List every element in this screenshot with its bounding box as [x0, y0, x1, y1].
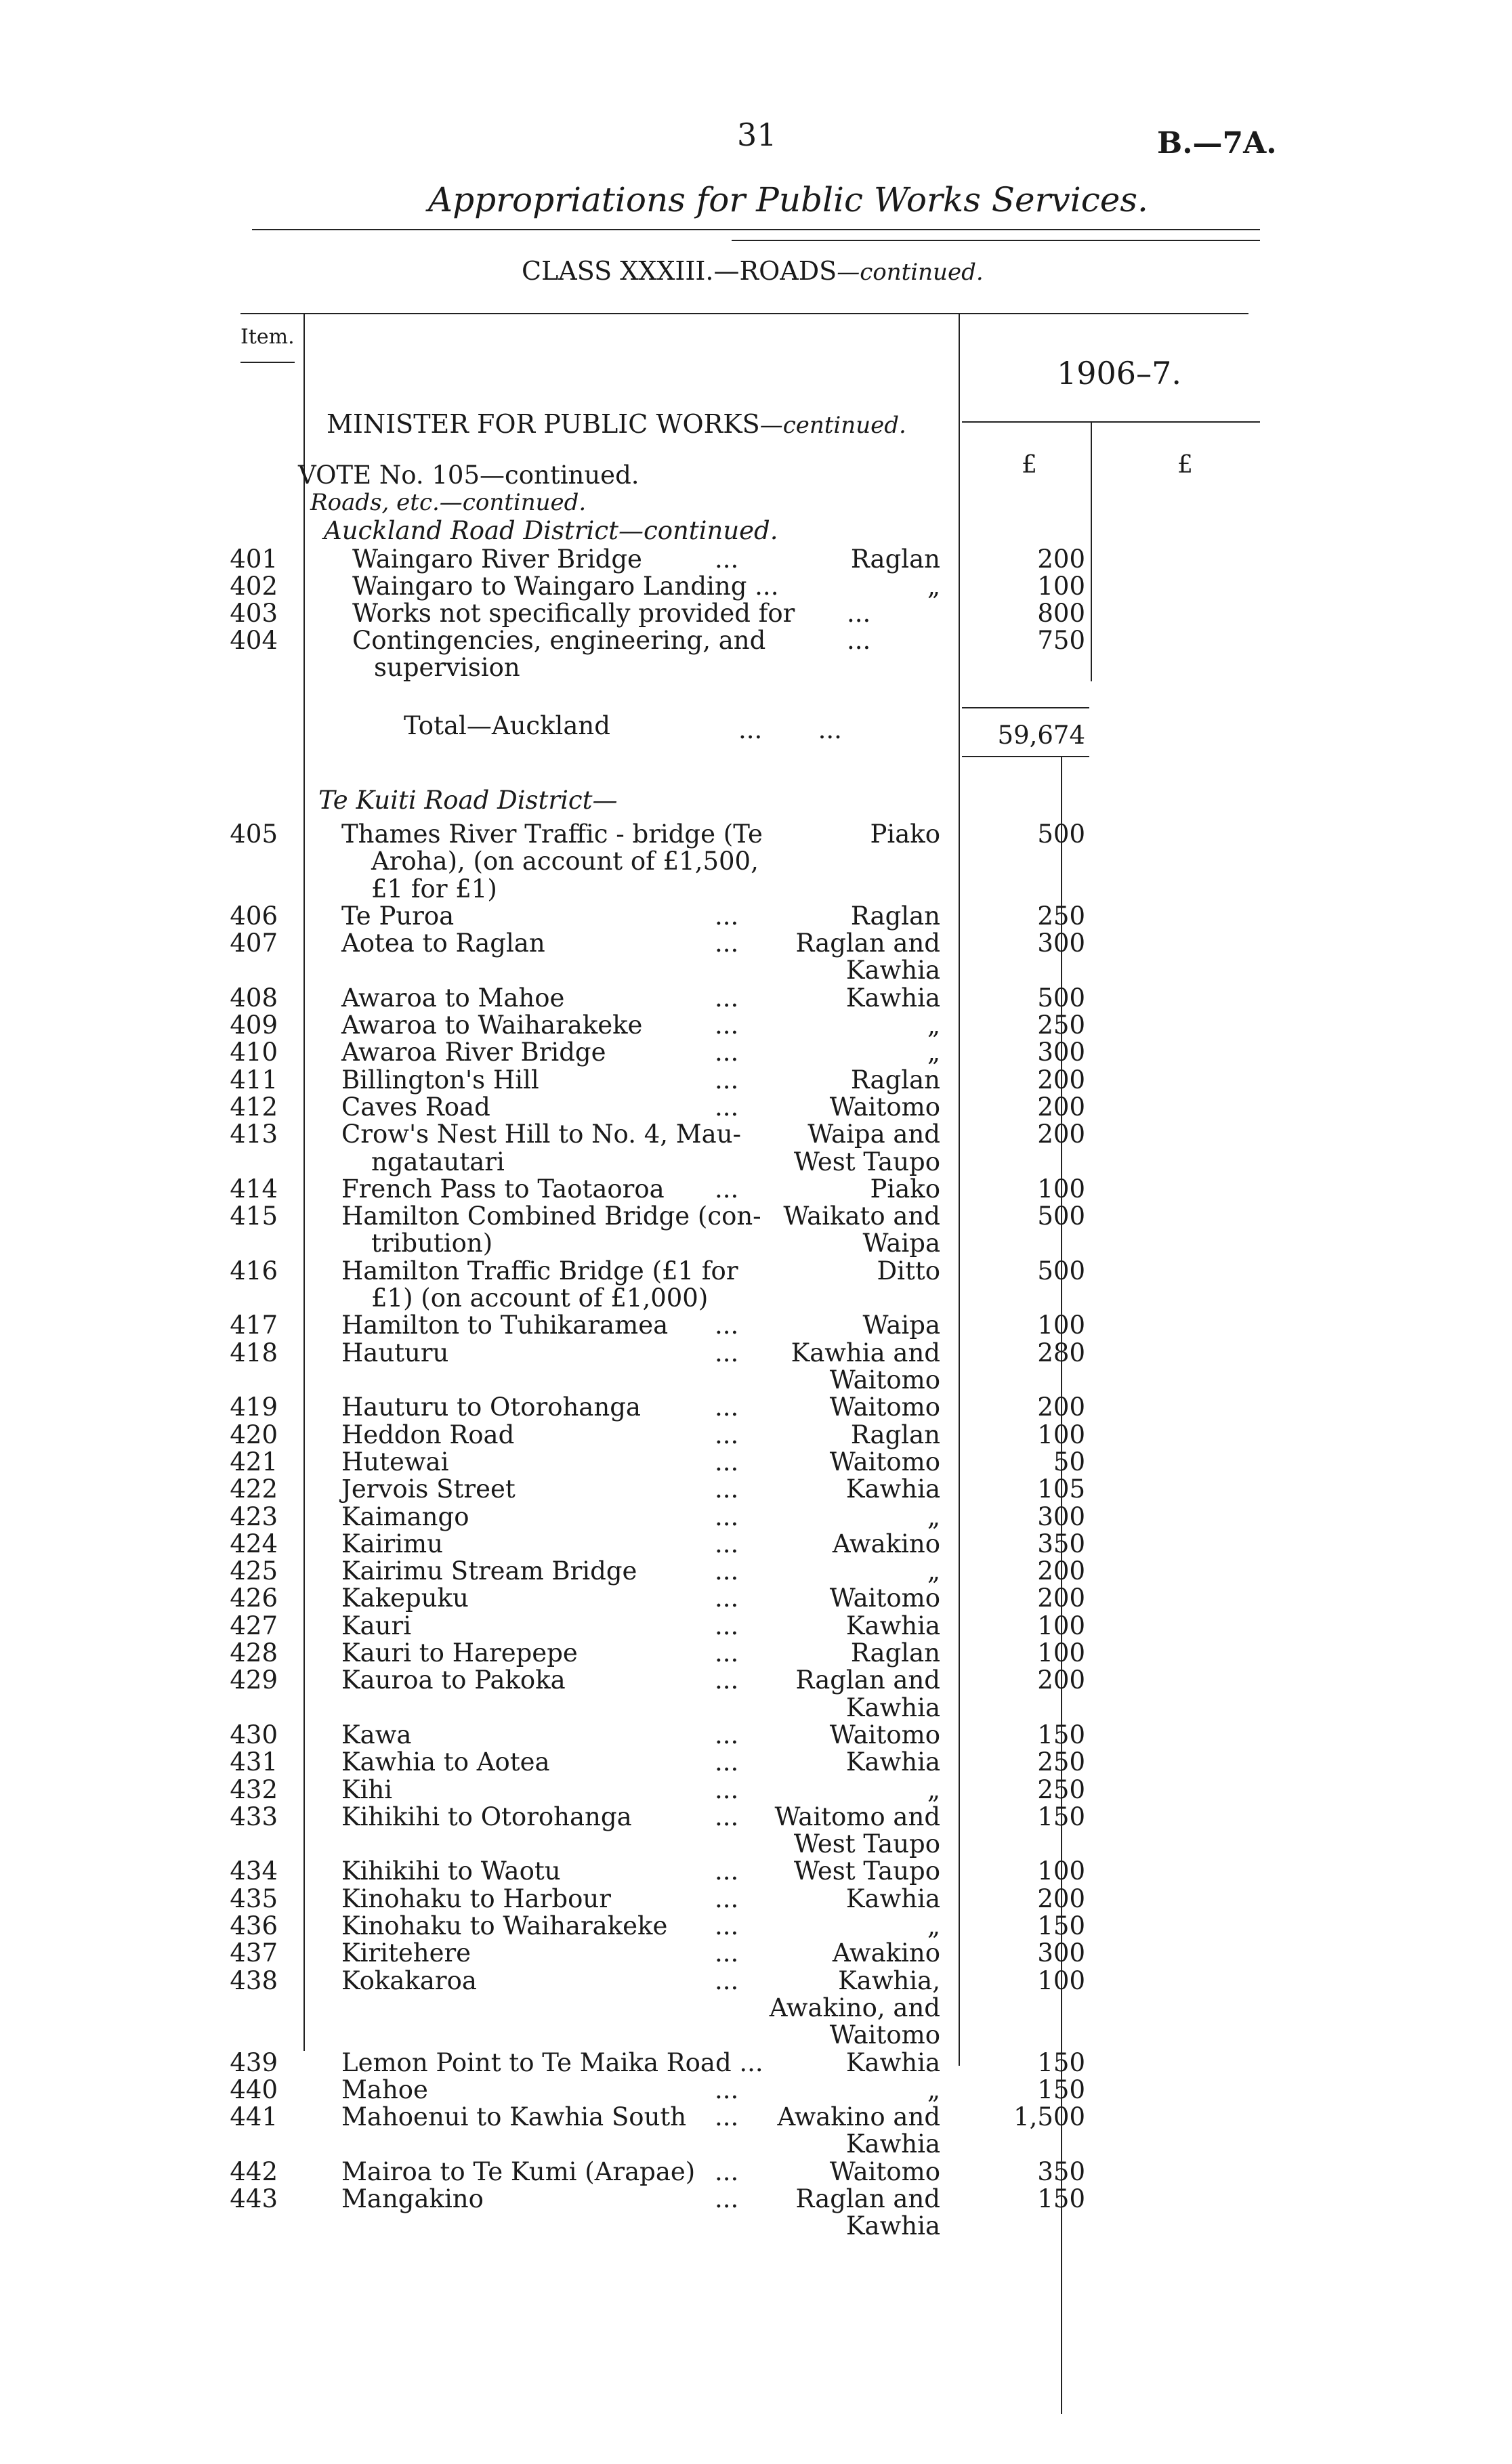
electorate: „ — [927, 1775, 940, 1804]
table-row — [0, 1858, 1512, 1885]
table-row — [0, 1585, 1512, 1612]
electorate: Kawhia — [845, 956, 940, 985]
currency-column-1: £ — [1022, 451, 1037, 479]
item-number: 420 — [230, 1420, 278, 1449]
table-row — [0, 2186, 1512, 2213]
leader-dots: ... — [715, 1338, 739, 1367]
table-row — [0, 1722, 1512, 1749]
item-description: Kawa — [341, 1720, 412, 1749]
amount: 100 — [1037, 1966, 1085, 1995]
table-row — [0, 1640, 1512, 1667]
item-description: Aotea to Raglan — [341, 929, 545, 958]
amount: 100 — [1037, 1420, 1085, 1449]
item-description: Awaroa to Mahoe — [341, 983, 565, 1013]
leader-dots: ... — [715, 1884, 739, 1913]
amount: 200 — [1037, 1556, 1085, 1586]
item-description: Jervois Street — [341, 1474, 516, 1504]
item-description: Billington's Hill — [341, 1065, 539, 1095]
table-row — [0, 1913, 1512, 1940]
table-row — [0, 1094, 1512, 1121]
table-row — [0, 1531, 1512, 1558]
table-row — [0, 1258, 1512, 1285]
leader-dots: ... — [715, 1393, 739, 1422]
electorate: Waitomo — [829, 1365, 940, 1395]
item-number: 414 — [230, 1174, 278, 1204]
table-row — [0, 1449, 1512, 1476]
item-description: Kawhia to Aotea — [341, 1747, 550, 1777]
amount: 105 — [1037, 1474, 1085, 1504]
table-row — [0, 1804, 1512, 1831]
item-description: £1 for £1) — [371, 874, 497, 904]
table-row — [0, 1831, 1512, 1858]
item-number: 434 — [230, 1856, 278, 1886]
electorate: Raglan — [850, 1065, 940, 1095]
electorate: Piako — [870, 1174, 940, 1204]
item-description: Awaroa River Bridge — [341, 1038, 606, 1067]
table-top-rule — [240, 313, 1248, 314]
leader-dots: ... — [715, 1966, 739, 1995]
amount: 500 — [1037, 1256, 1085, 1286]
electorate: West Taupo — [793, 1856, 940, 1886]
total-dots: ... ... — [738, 715, 842, 744]
table-row — [0, 985, 1512, 1012]
table-row — [0, 1067, 1512, 1094]
table-row — [0, 1176, 1512, 1203]
item-number: 418 — [230, 1338, 278, 1367]
table-row: 404 Contingencies, engineering, and ... 750 — [230, 626, 1085, 655]
electorate: Ditto — [877, 1256, 940, 1286]
electorate: Kawhia — [845, 2129, 940, 2159]
leader-dots: ... — [715, 1311, 739, 1340]
item-description: Kihi — [341, 1775, 393, 1804]
table-row — [0, 1940, 1512, 1967]
item-number: 441 — [230, 2102, 278, 2131]
item-description: Lemon Point to Te Maika Road ... — [341, 2048, 763, 2077]
leader-dots: ... — [715, 983, 739, 1013]
amount: 200 — [1037, 1065, 1085, 1095]
amount: 500 — [1037, 820, 1085, 849]
item-number: 435 — [230, 1884, 278, 1913]
leader-dots: ... — [715, 1011, 739, 1040]
leader-dots: ... — [715, 1474, 739, 1504]
electorate: Kawhia and — [791, 1338, 940, 1367]
electorate: Raglan — [850, 1420, 940, 1449]
auckland-district-heading: Auckland Road District—continued. — [324, 516, 778, 545]
table-row — [0, 2022, 1512, 2049]
table-row — [0, 1121, 1512, 1148]
table-row — [0, 1230, 1512, 1257]
item-description: Hauturu — [341, 1338, 449, 1367]
table-row — [0, 1149, 1512, 1176]
leader-dots: ... — [715, 1584, 739, 1613]
electorate: Waitomo — [829, 2020, 940, 2049]
electorate: Waipa — [862, 1311, 940, 1340]
table-row — [0, 1613, 1512, 1640]
item-header-rule — [240, 362, 295, 363]
item-number: 410 — [230, 1038, 278, 1067]
amount: 50 — [1053, 1447, 1085, 1477]
amount: 300 — [1037, 1938, 1085, 1968]
table-row — [0, 2077, 1512, 2104]
electorate: Waitomo — [829, 1092, 940, 1122]
amount: 200 — [1037, 1120, 1085, 1149]
electorate: Kawhia — [845, 1611, 940, 1640]
electorate: Piako — [870, 820, 940, 849]
table-row — [0, 1285, 1512, 1312]
leader-dots: ... — [715, 1092, 739, 1122]
item-number: 439 — [230, 2048, 278, 2077]
item-description: Kairimu — [341, 1529, 443, 1558]
table-row: 401 Waingaro River Bridge ... Raglan 200 — [230, 545, 1085, 574]
amount: 150 — [1037, 1802, 1085, 1831]
electorate: Waikato and — [783, 1202, 940, 1231]
total-bottom-rule — [962, 756, 1089, 757]
amount: 250 — [1037, 1775, 1085, 1804]
amount: 200 — [1037, 1665, 1085, 1695]
table-row — [0, 1667, 1512, 1694]
electorate: „ — [927, 1502, 940, 1531]
electorate: Raglan — [850, 901, 940, 931]
electorate: Waitomo — [829, 1447, 940, 1477]
table-row — [0, 2049, 1512, 2077]
item-description: £1) (on account of £1,000) — [371, 1283, 709, 1313]
item-number: 406 — [230, 901, 278, 931]
electorate: Waipa and — [807, 1120, 940, 1149]
item-description: Kihikihi to Otorohanga — [341, 1802, 632, 1831]
page-title: Appropriations for Public Works Services. — [428, 180, 1148, 219]
amount: 300 — [1037, 1502, 1085, 1531]
table-row — [0, 1012, 1512, 1039]
item-description: Hamilton Combined Bridge (con- — [341, 1202, 761, 1231]
amount: 100 — [1037, 1638, 1085, 1668]
leader-dots: ... — [715, 1938, 739, 1968]
amount: 100 — [1037, 1856, 1085, 1886]
leader-dots: ... — [715, 929, 739, 958]
title-rule — [252, 229, 1260, 230]
amount: 500 — [1037, 1202, 1085, 1231]
table-row — [0, 1039, 1512, 1066]
table-row — [0, 821, 1512, 848]
electorate: „ — [927, 1911, 940, 1940]
table-row — [0, 1394, 1512, 1421]
electorate: „ — [927, 2075, 940, 2104]
leader-dots: ... — [715, 1529, 739, 1558]
item-description: Kairimu Stream Bridge — [341, 1556, 637, 1586]
electorate: Kawhia — [845, 1474, 940, 1504]
item-number: 419 — [230, 1393, 278, 1422]
item-number: 416 — [230, 1256, 278, 1286]
leader-dots: ... — [715, 1638, 739, 1668]
item-description: Mairoa to Te Kumi (Arapae) — [341, 2157, 696, 2186]
table-row — [0, 2104, 1512, 2131]
item-number: 415 — [230, 1202, 278, 1231]
table-row — [0, 1203, 1512, 1230]
item-number: 417 — [230, 1311, 278, 1340]
minister-heading: MINISTER FOR PUBLIC WORKS—centinued. — [327, 409, 906, 439]
item-description: Mahoenui to Kawhia South — [341, 2102, 687, 2131]
table-row — [0, 2159, 1512, 2186]
item-description: Hauturu to Otorohanga — [341, 1393, 641, 1422]
table-row: supervision — [374, 653, 520, 682]
item-number: 409 — [230, 1011, 278, 1040]
table-row — [0, 1886, 1512, 1913]
amount: 100 — [1037, 1174, 1085, 1204]
amount: 200 — [1037, 1092, 1085, 1122]
leader-dots: ... — [715, 1747, 739, 1777]
item-number: 426 — [230, 1584, 278, 1613]
title-rule-2 — [732, 240, 1260, 241]
item-description: tribution) — [371, 1229, 493, 1258]
leader-dots: ... — [715, 1502, 739, 1531]
item-number: 425 — [230, 1556, 278, 1586]
amount: 300 — [1037, 929, 1085, 958]
table-row — [0, 1749, 1512, 1776]
item-description: Crow's Nest Hill to No. 4, Mau- — [341, 1120, 742, 1149]
table-row — [0, 1968, 1512, 1995]
amount: 350 — [1037, 2157, 1085, 2186]
item-number: 443 — [230, 2184, 278, 2213]
year-rule — [962, 421, 1260, 423]
electorate: Waitomo — [829, 1720, 940, 1749]
item-number: 430 — [230, 1720, 278, 1749]
item-number: 437 — [230, 1938, 278, 1968]
amount: 300 — [1037, 1038, 1085, 1067]
table-row — [0, 1367, 1512, 1394]
amount: 100 — [1037, 1611, 1085, 1640]
leader-dots: ... — [715, 2075, 739, 2104]
item-number: 411 — [230, 1065, 278, 1095]
electorate: Waitomo and — [774, 1802, 940, 1831]
item-number: 412 — [230, 1092, 278, 1122]
electorate: „ — [927, 1556, 940, 1586]
item-number: 407 — [230, 929, 278, 958]
electorate: Kawhia — [845, 1884, 940, 1913]
item-description: Kiritehere — [341, 1938, 471, 1968]
amount: 200 — [1037, 1393, 1085, 1422]
electorate: Awakino and — [777, 2102, 940, 2131]
amount: 250 — [1037, 901, 1085, 931]
document-reference: B.—7A. — [1157, 126, 1277, 161]
electorate: Awakino — [832, 1938, 940, 1968]
currency-column-2: £ — [1177, 451, 1193, 479]
item-number: 408 — [230, 983, 278, 1013]
table-row — [0, 1995, 1512, 2022]
table-row — [0, 1312, 1512, 1339]
amount: 150 — [1037, 1911, 1085, 1940]
item-description: Kihikihi to Waotu — [341, 1856, 561, 1886]
item-description: Thames River Traffic - bridge (Te — [341, 820, 763, 849]
roads-subheading: Roads, etc.—continued. — [310, 489, 587, 516]
item-number: 433 — [230, 1802, 278, 1831]
amount: 200 — [1037, 1884, 1085, 1913]
electorate: Waitomo — [829, 2157, 940, 2186]
electorate: „ — [927, 1011, 940, 1040]
item-description: Kinohaku to Waiharakeke — [341, 1911, 668, 1940]
table-row: 403 Works not specifically provided for ... 800 — [230, 599, 1085, 628]
item-number: 438 — [230, 1966, 278, 1995]
leader-dots: ... — [715, 1038, 739, 1067]
leader-dots: ... — [715, 1775, 739, 1804]
item-description: Kakepuku — [341, 1584, 469, 1613]
electorate: Waipa — [862, 1229, 940, 1258]
table-row — [0, 2131, 1512, 2158]
item-number: 442 — [230, 2157, 278, 2186]
leader-dots: ... — [715, 1065, 739, 1095]
item-description: Kauri — [341, 1611, 412, 1640]
electorate: West Taupo — [793, 1147, 940, 1176]
item-number: 431 — [230, 1747, 278, 1777]
leader-dots: ... — [715, 1556, 739, 1586]
total-value: 59,674 — [997, 721, 1085, 750]
item-number: 423 — [230, 1502, 278, 1531]
table-row — [0, 1476, 1512, 1503]
table-row — [0, 1504, 1512, 1531]
electorate: Kawhia — [845, 2048, 940, 2077]
table-row — [0, 1558, 1512, 1585]
table-row — [0, 1695, 1512, 1722]
item-description: Caves Road — [341, 1092, 490, 1122]
item-description: Kokakaroa — [341, 1966, 477, 1995]
amount: 150 — [1037, 1720, 1085, 1749]
item-number: 424 — [230, 1529, 278, 1558]
leader-dots: ... — [715, 901, 739, 931]
table-row — [0, 2213, 1512, 2240]
item-description: Heddon Road — [341, 1420, 515, 1449]
item-description: Aroha), (on account of £1,500, — [371, 847, 759, 876]
item-number: 440 — [230, 2075, 278, 2104]
leader-dots: ... — [715, 2102, 739, 2131]
year-heading: 1906–7. — [1057, 355, 1181, 391]
electorate: Awakino — [832, 1529, 940, 1558]
electorate: Waitomo — [829, 1584, 940, 1613]
item-description: Mangakino — [341, 2184, 484, 2213]
item-number: 432 — [230, 1775, 278, 1804]
leader-dots: ... — [715, 1720, 739, 1749]
item-description: Kauroa to Pakoka — [341, 1665, 566, 1695]
leader-dots: ... — [715, 2157, 739, 2186]
electorate: Raglan and — [795, 2184, 940, 2213]
item-description: Kaimango — [341, 1502, 469, 1531]
leader-dots: ... — [715, 2184, 739, 2213]
item-number: 413 — [230, 1120, 278, 1149]
amount: 100 — [1037, 1311, 1085, 1340]
class-heading: CLASS XXXIII.—ROADS—continued. — [522, 256, 984, 286]
leader-dots: ... — [715, 1802, 739, 1831]
electorate: Waitomo — [829, 1393, 940, 1422]
electorate: Kawhia, — [838, 1966, 940, 1995]
item-description: Mahoe — [341, 2075, 428, 2104]
amount: 150 — [1037, 2048, 1085, 2077]
item-number: 428 — [230, 1638, 278, 1668]
electorate: West Taupo — [793, 1829, 940, 1858]
electorate: Awakino, and — [769, 1993, 940, 2022]
item-column-header: Item. — [240, 325, 295, 349]
tekuiti-district-heading: Te Kuiti Road District— — [318, 786, 618, 815]
item-description: ngatautari — [371, 1147, 505, 1176]
table-row — [0, 1777, 1512, 1804]
total-label: Total—Auckland — [404, 711, 610, 740]
item-number: 422 — [230, 1474, 278, 1504]
leader-dots: ... — [715, 1611, 739, 1640]
leader-dots: ... — [715, 1911, 739, 1940]
total-top-rule — [962, 707, 1089, 708]
item-description: Kinohaku to Harbour — [341, 1884, 611, 1913]
item-number: 427 — [230, 1611, 278, 1640]
table-row — [0, 1422, 1512, 1449]
item-number: 429 — [230, 1665, 278, 1695]
amount: 1,500 — [1013, 2102, 1085, 2131]
amount: 250 — [1037, 1747, 1085, 1777]
table-row — [0, 876, 1512, 903]
electorate: Kawhia — [845, 1693, 940, 1722]
leader-dots: ... — [715, 1665, 739, 1695]
item-description: French Pass to Taotaoroa — [341, 1174, 665, 1204]
electorate: Kawhia — [845, 983, 940, 1013]
table-row — [0, 1340, 1512, 1367]
item-description: Kauri to Harepepe — [341, 1638, 578, 1668]
electorate: Raglan — [850, 1638, 940, 1668]
item-number: 405 — [230, 820, 278, 849]
item-description: Hutewai — [341, 1447, 449, 1477]
table-row — [0, 903, 1512, 930]
table-row: 402 Waingaro to Waingaro Landing ... „ 100 — [230, 572, 1085, 601]
item-description: Awaroa to Waiharakeke — [341, 1011, 643, 1040]
leader-dots: ... — [715, 1420, 739, 1449]
item-number: 436 — [230, 1911, 278, 1940]
item-number: 421 — [230, 1447, 278, 1477]
amount: 250 — [1037, 1011, 1085, 1040]
leader-dots: ... — [715, 1174, 739, 1204]
item-description: Hamilton Traffic Bridge (£1 for — [341, 1256, 738, 1286]
electorate: Kawhia — [845, 2211, 940, 2240]
amount: 280 — [1037, 1338, 1085, 1367]
leader-dots: ... — [715, 1447, 739, 1477]
page-number: 31 — [737, 116, 777, 153]
amount: 500 — [1037, 983, 1085, 1013]
amount: 200 — [1037, 1584, 1085, 1613]
electorate: „ — [927, 1038, 940, 1067]
amount: 150 — [1037, 2184, 1085, 2213]
table-row — [0, 957, 1512, 984]
amount: 150 — [1037, 2075, 1085, 2104]
electorate: Kawhia — [845, 1747, 940, 1777]
item-description: Hamilton to Tuhikaramea — [341, 1311, 669, 1340]
leader-dots: ... — [715, 1856, 739, 1886]
electorate: Raglan and — [795, 1665, 940, 1695]
vote-heading: VOTE No. 105—continued. — [298, 461, 639, 490]
item-description: Te Puroa — [341, 901, 455, 931]
amount: 350 — [1037, 1529, 1085, 1558]
electorate: Raglan and — [795, 929, 940, 958]
table-row — [0, 848, 1512, 875]
table-row — [0, 930, 1512, 957]
